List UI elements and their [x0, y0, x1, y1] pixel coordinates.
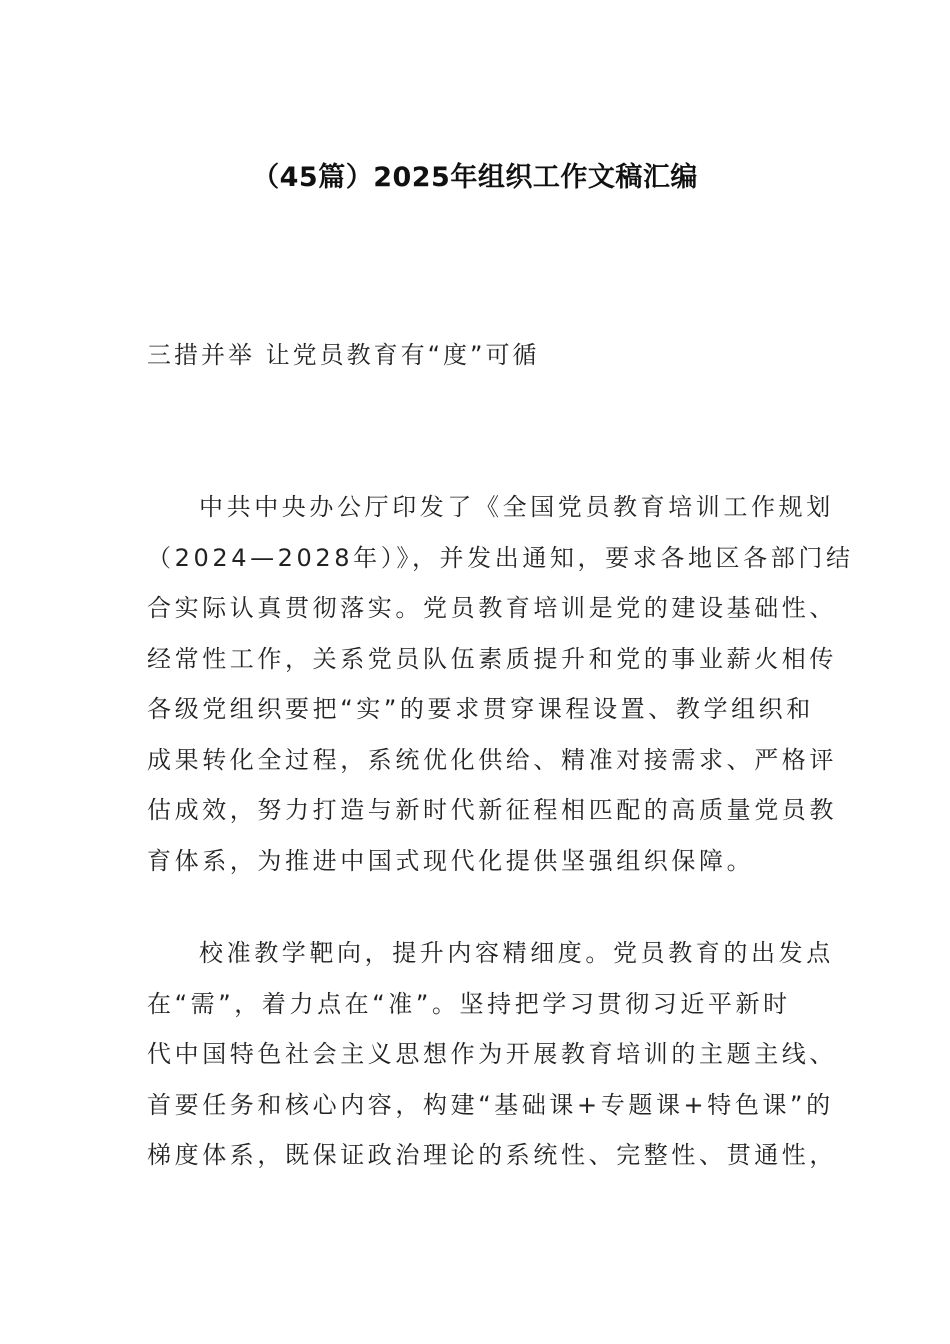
paragraph-line: 校准教学靶向，提升内容精细度。党员教育的出发点	[199, 939, 834, 967]
paragraph-line: 经常性工作，关系党员队伍素质提升和党的事业薪火相传	[147, 644, 837, 673]
paragraph-line: 成果转化全过程，系统优化供给、精准对接需求、严格评	[147, 745, 837, 774]
paragraph-line: 中共中央办公厅印发了《全国党员教育培训工作规划	[199, 493, 834, 521]
paragraph-line: 梯度体系，既保证政治理论的系统性、完整性、贯通性，	[147, 1141, 837, 1169]
document-title: （45篇）2025年组织工作文稿汇编	[252, 162, 698, 193]
body-paragraph	[147, 482, 854, 886]
paragraph-line: （2024—2028年）》，并发出通知，要求各地区各部门结	[147, 543, 854, 572]
paragraph-line: 估成效，努力打造与新时代新征程相匹配的高质量党员教	[147, 796, 837, 824]
paragraph-line: 在“需”，着力点在“准”。坚持把学习贯彻习近平新时	[147, 989, 791, 1018]
paragraph-line: 合实际认真贯彻落实。党员教育培训是党的建设基础性、	[147, 594, 837, 622]
article-heading: 三措并举 让党员教育有“度”可循	[147, 341, 540, 369]
paragraph-line: 代中国特色社会主义思想作为开展教育培训的主题主线、	[147, 1040, 837, 1068]
paragraph-line: 各级党组织要把“实”的要求贯穿课程设置、教学组织和	[147, 695, 814, 723]
paragraph-line: 育体系，为推进中国式现代化提供坚强组织保障。	[147, 846, 755, 875]
paragraph-line: 首要任务和核心内容，构建“基础课+专题课+特色课”的	[147, 1090, 834, 1119]
body-paragraph	[147, 928, 837, 1181]
